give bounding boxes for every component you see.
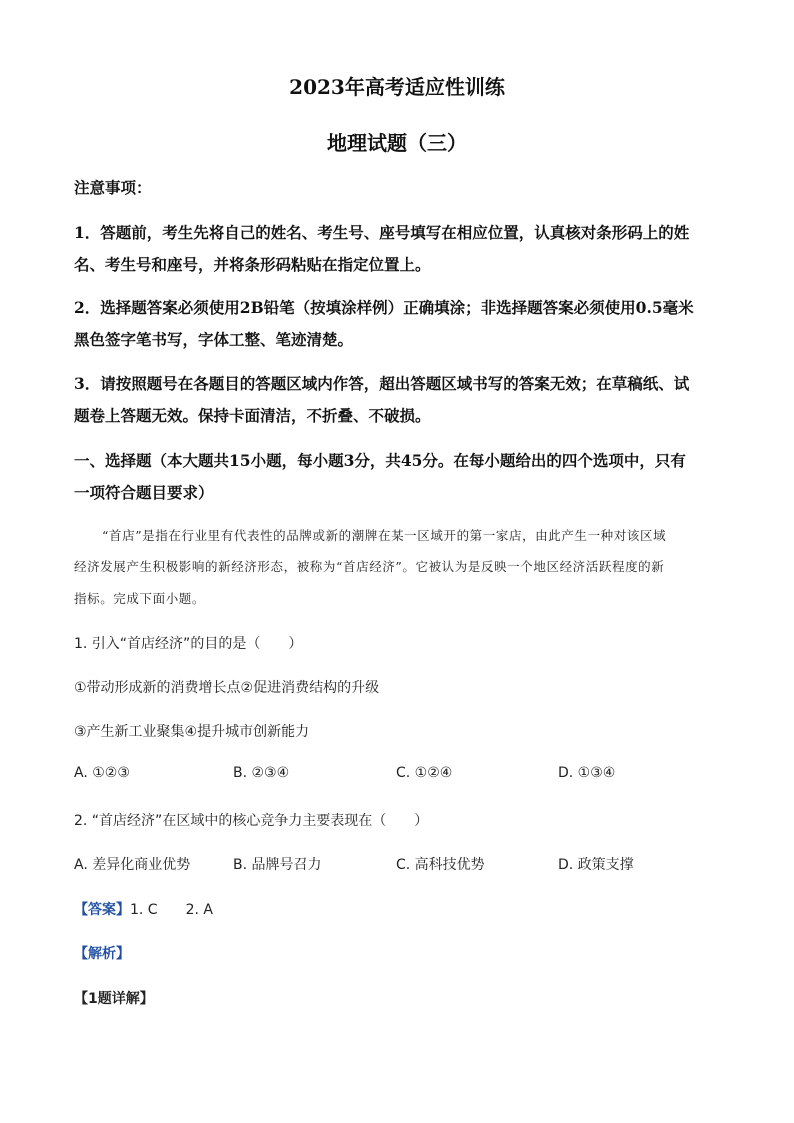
exam-title: 2023年高考适应性训练 (289, 75, 505, 99)
question-1-option-c: C. ①②④ (396, 765, 453, 781)
answer-line (74, 899, 213, 919)
detail-1-heading: 【1题详解】 (74, 991, 154, 1007)
answer-tag: 【答案】 (74, 902, 130, 918)
question-2-option-b: B. 品牌号召力 (233, 857, 322, 873)
notice-heading: 注意事项： (74, 178, 152, 197)
notice-item-2-line-1: 2．选择题答案必须使用2B铅笔（按填涂样例）正确填涂；非选择题答案必须使用0.5毫米 (74, 298, 694, 317)
question-1-option-d: D. ①③④ (558, 765, 616, 781)
exam-subtitle: 地理试题（三） (327, 131, 467, 155)
question-2-option-d: D. 政策支撑 (558, 857, 634, 873)
question-1-option-a: A. ①②③ (74, 765, 130, 781)
question-2-stem: 2. “首店经济”在区域中的核心竞争力主要表现在（ ） (74, 813, 429, 829)
question-1-stem: 1. 引入“首店经济”的目的是（ ） (74, 636, 303, 652)
question-2-option-a: A. 差异化商业优势 (74, 857, 191, 873)
analysis-tag: 【解析】 (74, 946, 130, 962)
passage-line-3: 指标。完成下面小题。 (74, 591, 206, 606)
analysis-line (74, 943, 130, 963)
passage-line-1: “首店”是指在行业里有代表性的品牌或新的潮牌在某一区域开的第一家店，由此产生一种对该区域 (102, 528, 667, 543)
question-1-statement-2: ③产生新工业聚集④提升城市创新能力 (74, 724, 310, 740)
answer-value: 1. C 2. A (130, 902, 213, 918)
question-1-statement-1: ①带动形成新的消费增长点②促进消费结构的升级 (74, 680, 380, 696)
notice-item-1-line-1: 1．答题前，考生先将自己的姓名、考生号、座号填写在相应位置，认真核对条形码上的姓 (74, 223, 690, 242)
notice-item-2-line-2: 黑色签字笔书写，字体工整、笔迹清楚。 (74, 330, 354, 349)
section-heading-line-1: 一、选择题（本大题共15小题，每小题3分，共45分。在每小题给出的四个选项中，只有 (74, 451, 686, 470)
question-1-option-b: B. ②③④ (233, 765, 290, 781)
notice-item-3-line-1: 3．请按照题号在各题目的答题区域内作答，超出答题区域书写的答案无效；在草稿纸、试 (74, 374, 690, 393)
passage-line-2: 经济发展产生积极影响的新经济形态，被称为“首店经济”。它被认为是反映一个地区经济活跃程度的新 (74, 559, 665, 574)
notice-item-3-line-2: 题卷上答题无效。保持卡面清洁，不折叠、不破损。 (74, 406, 431, 425)
notice-item-1-line-2: 名、考生号和座号，并将条形码粘贴在指定位置上。 (74, 255, 431, 274)
question-2-option-c: C. 高科技优势 (396, 857, 485, 873)
section-heading-line-2: 一项符合题目要求） (74, 483, 214, 502)
